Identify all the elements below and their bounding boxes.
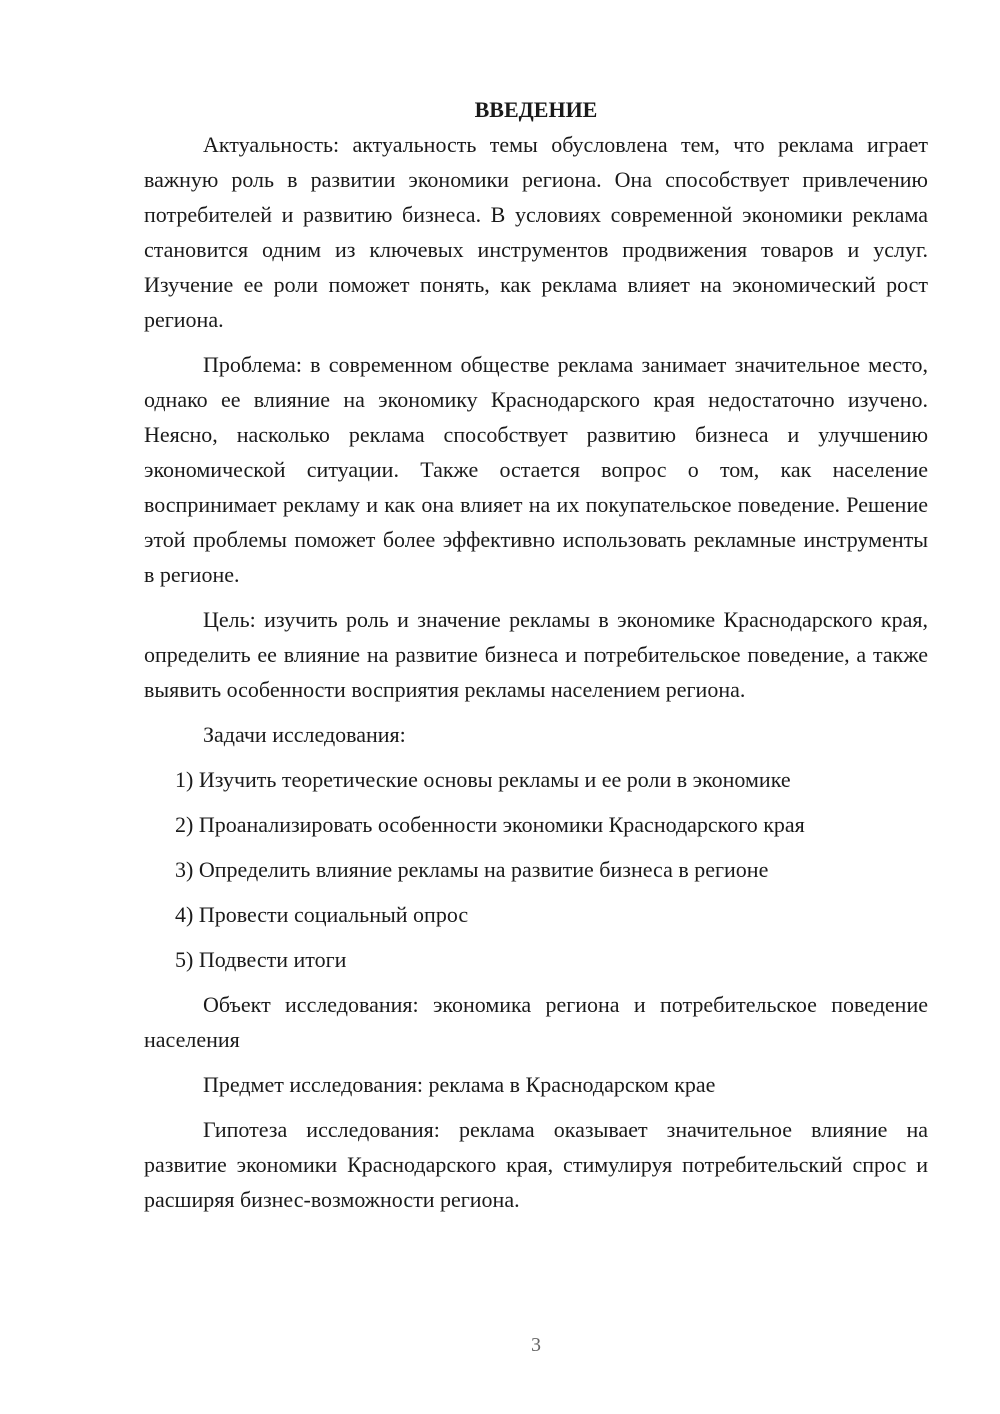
task-item: 5) Подвести итоги: [175, 947, 347, 972]
tasks-list: [144, 762, 928, 977]
section-title: ВВЕДЕНИЕ: [474, 97, 598, 122]
tasks-heading: Задачи исследования:: [203, 722, 406, 747]
hypothesis-paragraph: Гипотеза исследования: реклама оказывает значительное влияние на развитие экономики Краснодарского края, стимулируя потребительский спрос и расширяя бизнес-возможности региона.: [144, 1117, 928, 1212]
goal-paragraph: Цель: изучить роль и значение рекламы в экономике Краснодарского края, определить ее влияние на развитие бизнеса и потребительское поведение, а также выявить особенности восприятия рекламы населением региона.: [144, 607, 928, 702]
object-paragraph: Объект исследования: экономика региона и потребительское поведение населения: [144, 992, 928, 1052]
problem-paragraph: Проблема: в современном обществе реклама занимает значительное место, однако ее влияние на экономику Краснодарского края недостаточно изучено. Неясно, насколько реклама способствует развитию бизнеса и улучшению экономической ситуации. Также остается вопрос о том, как население воспринимает рекламу и как она влияет на их покупательское поведение. Решение этой проблемы поможет более эффективно использовать рекламные инструменты в регионе.: [144, 352, 928, 587]
task-item: 2) Проанализировать особенности экономики Краснодарского края: [175, 812, 805, 837]
task-item: 3) Определить влияние рекламы на развитие бизнеса в регионе: [175, 857, 769, 882]
page-number: 3: [531, 1334, 541, 1356]
relevance-paragraph: Актуальность: актуальность темы обусловлена тем, что реклама играет важную роль в развитии экономики региона. Она способствует привлечению потребителей и развитию бизнеса. В условиях современной экономики реклама становится одним из ключевых инструментов продвижения товаров и услуг. Изучение ее роли поможет понять, как реклама влияет на экономический рост региона.: [144, 132, 928, 332]
document-page: [144, 92, 928, 1227]
task-item: 1) Изучить теоретические основы рекламы и ее роли в экономике: [175, 767, 791, 792]
subject-paragraph: Предмет исследования: реклама в Краснодарском крае: [203, 1072, 716, 1097]
task-item: 4) Провести социальный опрос: [175, 902, 469, 927]
